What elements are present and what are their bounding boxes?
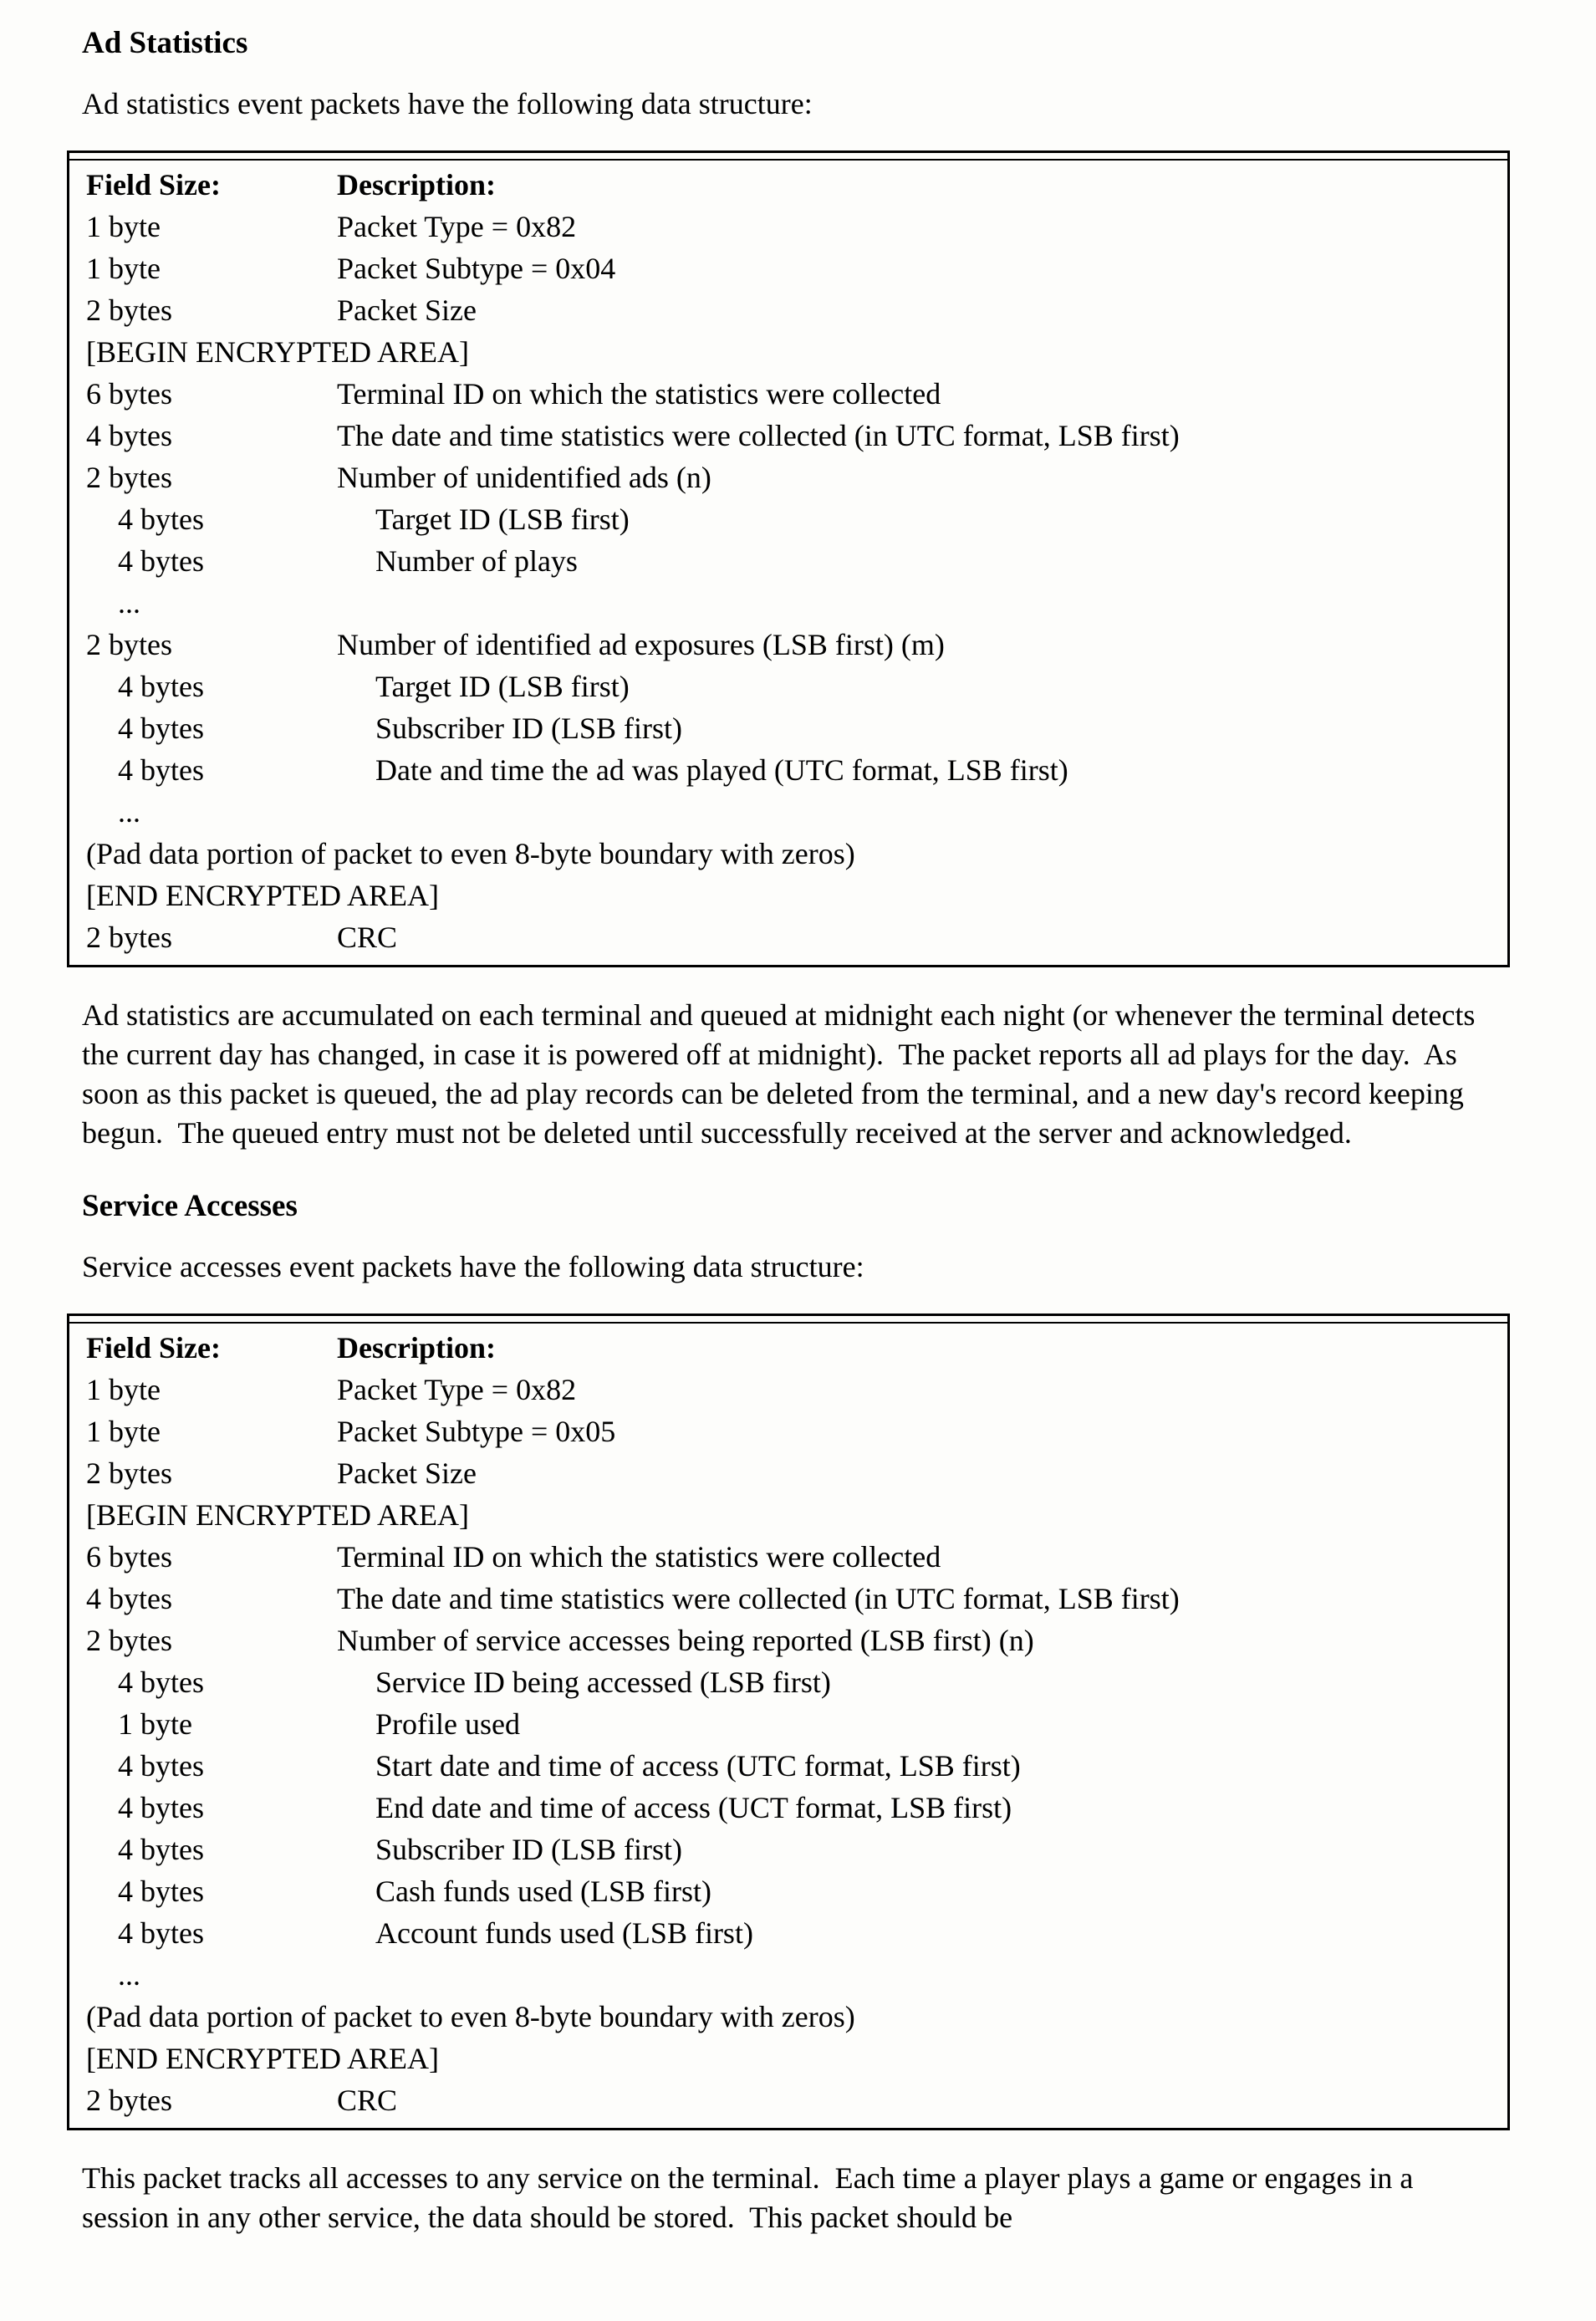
table-row (69, 1578, 1507, 1620)
table-row (69, 1410, 1507, 1452)
field-size-cell: 2 bytes (86, 1624, 172, 1657)
field-size-cell: 1 byte (86, 252, 161, 285)
field-size-cell: 2 bytes (86, 628, 172, 661)
section-heading-ad-statistics: Ad Statistics (82, 26, 248, 60)
description-cell: Packet Size (337, 293, 477, 327)
table-row (69, 916, 1507, 958)
field-size-cell: Field Size: (86, 168, 221, 201)
field-size-cell: 2 bytes (86, 293, 172, 327)
table-row (69, 498, 1507, 540)
description-cell: Account funds used (LSB first) (375, 1916, 753, 1950)
section-heading-service-accesses: Service Accesses (82, 1189, 298, 1223)
table-row (69, 749, 1507, 791)
table-row (69, 164, 1507, 206)
description-cell: Subscriber ID (LSB first) (375, 1833, 682, 1866)
field-size-cell: 4 bytes (118, 1833, 204, 1866)
table-row (69, 1745, 1507, 1787)
table-row (69, 1787, 1507, 1829)
description-cell: Packet Subtype = 0x04 (337, 252, 616, 285)
table-row (69, 791, 1507, 833)
field-size-cell: 2 bytes (86, 1456, 172, 1490)
table-row (69, 1870, 1507, 1912)
field-size-cell: 4 bytes (86, 419, 172, 452)
field-size-cell: 1 byte (118, 1707, 192, 1741)
table-row (69, 1452, 1507, 1494)
description-cell: Service ID being accessed (LSB first) (375, 1666, 831, 1699)
packet-structure-table-service-accesses (67, 1314, 1510, 2130)
table-row (69, 1369, 1507, 1410)
description-cell: End date and time of access (UCT format, LSB first) (375, 1791, 1012, 1824)
table-row (69, 624, 1507, 666)
table-row (69, 1536, 1507, 1578)
table-row (69, 247, 1507, 289)
field-size-cell: 1 byte (86, 1373, 161, 1406)
full-row-cell: ... (118, 795, 140, 829)
full-row-cell: ... (118, 1958, 140, 1992)
service-accesses-body-paragraph: This packet tracks all accesses to any service on the terminal. Each time a player plays a game or engages in a session in any other service, the data should be stored. This packet should be (82, 2161, 1421, 2234)
table-row (69, 582, 1507, 624)
field-size-cell: 2 bytes (86, 461, 172, 494)
field-size-cell: 2 bytes (86, 921, 172, 954)
full-row-cell: ... (118, 586, 140, 620)
table-row (69, 875, 1507, 916)
field-size-cell: 6 bytes (86, 377, 172, 411)
field-size-cell: 4 bytes (118, 544, 204, 578)
ad-statistics-body-paragraph: Ad statistics are accumulated on each terminal and queued at midnight each night (or whenever the terminal detects the current day has changed, in case it is powered off at midnight). The packet reports all ad plays for the day. As soon as this packet is queued, the ad play records can be deleted from the terminal, and a new day's record keeping begun. The queued entry must not be deleted until successfully received at the server and acknowledged. (82, 998, 1483, 1150)
full-row-cell: [END ENCRYPTED AREA] (86, 879, 439, 912)
description-cell: Packet Type = 0x82 (337, 1373, 577, 1406)
field-size-cell: Field Size: (86, 1331, 221, 1365)
description-cell: Target ID (LSB first) (375, 670, 630, 703)
full-row-cell: (Pad data portion of packet to even 8-byte boundary with zeros) (86, 2000, 855, 2033)
field-size-cell: 4 bytes (118, 1666, 204, 1699)
table-row (69, 1912, 1507, 1954)
field-size-cell: 4 bytes (118, 1791, 204, 1824)
description-cell: Profile used (375, 1707, 520, 1741)
ad-statistics-intro-text: Ad statistics event packets have the following data structure: (82, 87, 813, 120)
description-cell: CRC (337, 2084, 398, 2117)
field-size-cell: 1 byte (86, 1415, 161, 1448)
description-cell: Cash funds used (LSB first) (375, 1875, 711, 1908)
full-row-cell: (Pad data portion of packet to even 8-byte boundary with zeros) (86, 837, 855, 870)
field-size-cell: 4 bytes (118, 1875, 204, 1908)
table-row (69, 331, 1507, 373)
description-cell: Packet Type = 0x82 (337, 210, 577, 243)
table-row (69, 457, 1507, 498)
full-row-cell: [BEGIN ENCRYPTED AREA] (86, 1498, 469, 1532)
table-row (69, 373, 1507, 415)
field-size-cell: 4 bytes (118, 753, 204, 787)
field-size-cell: 6 bytes (86, 1540, 172, 1574)
service-accesses-intro-text: Service accesses event packets have the following data structure: (82, 1250, 864, 1283)
table-row (69, 2079, 1507, 2121)
table-row (69, 1829, 1507, 1870)
description-cell: Number of unidentified ads (n) (337, 461, 711, 494)
field-size-cell: 4 bytes (118, 670, 204, 703)
table-row (69, 540, 1507, 582)
description-cell: Terminal ID on which the statistics were collected (337, 377, 941, 411)
description-cell: Target ID (LSB first) (375, 502, 630, 536)
description-cell: Description: (337, 1331, 496, 1365)
description-cell: Packet Subtype = 0x05 (337, 1415, 616, 1448)
description-cell: Packet Size (337, 1456, 477, 1490)
field-size-cell: 4 bytes (118, 1749, 204, 1783)
field-size-cell: 4 bytes (118, 1916, 204, 1950)
description-cell: Number of plays (375, 544, 578, 578)
field-size-cell: 4 bytes (118, 712, 204, 745)
table-row (69, 1996, 1507, 2038)
description-cell: CRC (337, 921, 398, 954)
description-cell: Subscriber ID (LSB first) (375, 712, 682, 745)
description-cell: Date and time the ad was played (UTC format, LSB first) (375, 753, 1068, 787)
table-row (69, 289, 1507, 331)
table-row (69, 666, 1507, 707)
field-size-cell: 1 byte (86, 210, 161, 243)
description-cell: The date and time statistics were collected (in UTC format, LSB first) (337, 419, 1180, 452)
table-row (69, 1703, 1507, 1745)
description-cell: Start date and time of access (UTC format, LSB first) (375, 1749, 1021, 1783)
table-row (69, 707, 1507, 749)
table-row (69, 833, 1507, 875)
full-row-cell: [END ENCRYPTED AREA] (86, 2042, 439, 2075)
table-row (69, 1954, 1507, 1996)
field-size-cell: 4 bytes (118, 502, 204, 536)
packet-structure-table-ad-statistics (67, 150, 1510, 967)
description-cell: Number of service accesses being reported (LSB first) (n) (337, 1624, 1034, 1657)
table-row (69, 2038, 1507, 2079)
table-row (69, 1620, 1507, 1661)
table-row (69, 1494, 1507, 1536)
table-row (69, 206, 1507, 247)
field-size-cell: 2 bytes (86, 2084, 172, 2117)
description-cell: Terminal ID on which the statistics were collected (337, 1540, 941, 1574)
table-row (69, 1327, 1507, 1369)
full-row-cell: [BEGIN ENCRYPTED AREA] (86, 335, 469, 369)
table-row (69, 1661, 1507, 1703)
description-cell: Description: (337, 168, 496, 201)
table-row (69, 415, 1507, 457)
field-size-cell: 4 bytes (86, 1582, 172, 1615)
description-cell: Number of identified ad exposures (LSB first) (m) (337, 628, 945, 661)
description-cell: The date and time statistics were collected (in UTC format, LSB first) (337, 1582, 1180, 1615)
